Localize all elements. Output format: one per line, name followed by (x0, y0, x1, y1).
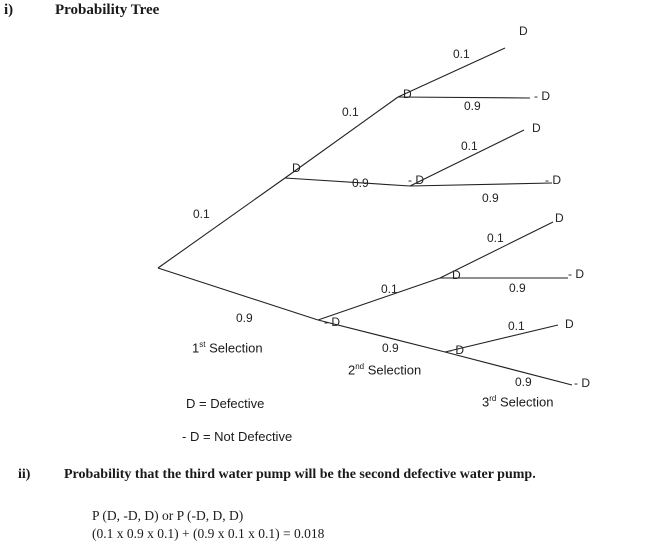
tree-node-label: - D (545, 173, 561, 187)
part-i-numeral: i) (4, 2, 14, 18)
part-ii-numeral: ii) (18, 467, 31, 482)
stage-label-first: 1st Selection (192, 340, 263, 356)
tree-node-label: - D (534, 89, 550, 103)
tree-node-label: D (519, 24, 528, 38)
edge-probability-label: 0.9 (352, 176, 369, 190)
tree-node-label: - D (574, 376, 590, 390)
tree-edge (285, 178, 410, 186)
edge-probability-label: 0.9 (515, 375, 532, 389)
formula-line-1: P (D, -D, D) or P (-D, D, D) (92, 508, 244, 523)
tree-node-label: D (292, 161, 301, 175)
tree-node-label: - D (324, 315, 340, 329)
edge-probability-label: 0.1 (381, 282, 398, 296)
tree-node-label: D (452, 268, 461, 282)
tree-edge (398, 48, 505, 97)
part-i-title: Probability Tree (55, 2, 160, 18)
edge-probability-label: 0.9 (464, 99, 481, 113)
tree-node-label: - D (448, 343, 464, 357)
tree-node-label: - D (408, 173, 424, 187)
edge-probability-label: 0.1 (453, 47, 470, 61)
edge-probability-label: 0.1 (461, 139, 478, 153)
edge-probability-label: 0.9 (482, 191, 499, 205)
edge-probability-label: 0.1 (487, 231, 504, 245)
stage-label-second: 2nd Selection (348, 362, 422, 378)
tree-edge (445, 352, 572, 385)
tree-node-label: D (555, 211, 564, 225)
edge-probability-label: 0.9 (382, 341, 399, 355)
stage-label-third: 3rd Selection (482, 394, 554, 410)
tree-edges (158, 48, 572, 385)
tree-labels (193, 24, 590, 390)
edge-probability-label: 0.1 (342, 105, 359, 119)
legend-not-defective: - D = Not Defective (182, 429, 293, 444)
formula-line-2: (0.1 x 0.9 x 0.1) + (0.9 x 0.1 x 0.1) = 0.018 (92, 526, 325, 541)
tree-node-label: D (403, 87, 412, 101)
edge-probability-label: 0.1 (193, 207, 210, 221)
legend-defective: D = Defective (186, 396, 265, 411)
tree-node-label: D (532, 121, 541, 135)
tree-node-label: - D (568, 267, 584, 281)
tree-edge (318, 278, 440, 320)
tree-edge (398, 97, 530, 98)
part-ii-question: Probability that the third water pump will be the second defective water pump. (64, 467, 536, 482)
tree-node-label: D (565, 317, 574, 331)
tree-edge (410, 183, 552, 186)
edge-probability-label: 0.1 (508, 319, 525, 333)
tree-edge (158, 178, 285, 268)
edge-probability-label: 0.9 (509, 281, 526, 295)
edge-probability-label: 0.9 (236, 311, 253, 325)
